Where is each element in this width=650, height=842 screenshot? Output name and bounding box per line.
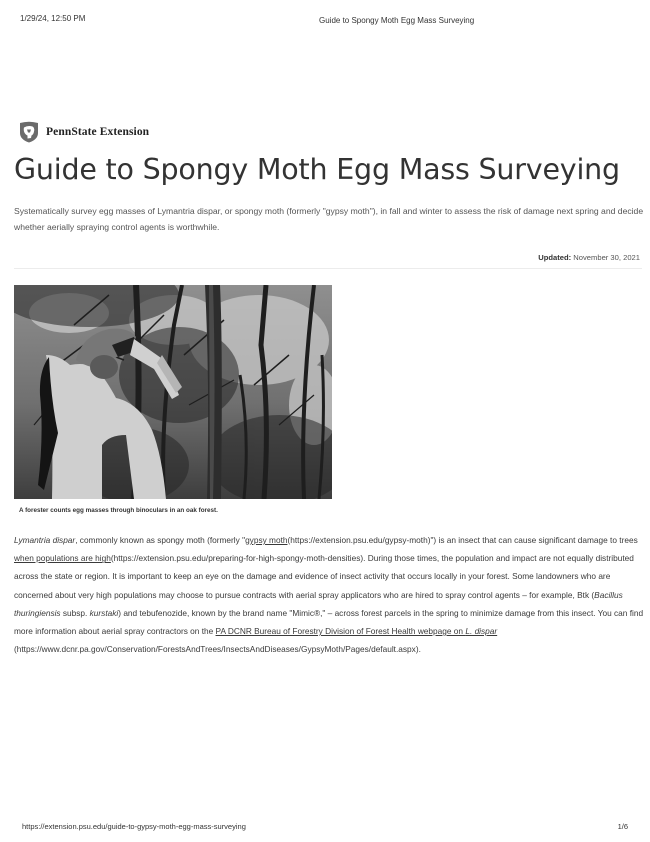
forester-photo [14,285,332,499]
body-text: ) and tebufenozide, known by the brand name "Mimic®," – across forest parcels in the spring to minimize damage from this insect. You can find more information about aerial spray contractors on the [14,607,644,637]
article-body [14,531,644,658]
print-header [20,14,630,28]
updated-value: November 30, 2021 [573,253,640,262]
image-caption: A forester counts egg masses through binoculars in an oak forest. [19,507,218,514]
print-datetime: 1/29/24, 12:50 PM [20,14,86,23]
article-summary: Systematically survey egg masses of Lymantria dispar, or spongy moth (formerly "gypsy moth"), in fall and winter to assess the risk of damage next spring and decide whether aerially spraying control agents is worthwhile. [14,206,644,232]
print-page-title: Guide to Spongy Moth Egg Mass Surveying [319,16,475,25]
pennstate-extension-logo[interactable] [19,121,149,143]
species-name: Lymantria dispar [14,535,76,545]
updated-date [538,253,640,262]
divider [14,268,642,269]
page-number: 1/6 [617,822,628,831]
print-footer [22,822,628,834]
dcnr-link-text: PA DCNR Bureau of Forestry Division of Forest Health webpage on [215,626,466,637]
updated-label: Updated: [538,253,572,262]
dcnr-forest-health-link[interactable] [216,626,498,636]
l-dispar-name: L. dispar [465,626,498,637]
body-text: , commonly known as spongy moth (formerly " [75,535,246,545]
brand-name: PennState Extension [46,126,150,138]
body-text: subsp. [60,607,90,618]
body-text: (https://extension.psu.edu/gypsy-moth)") is an insect that can cause significant damage to trees [287,535,638,545]
nittany-lion-shield-icon [19,121,39,143]
body-text: (https://extension.psu.edu/preparing-for-high-spongy-moth-densities). During those times, the population and impact are not equally distributed across the state or region. It is important to keep an eye on the damage and evidence of insect activity that occurs locally in your forest. Some landowners who are concerned about very high populations may choose to pursue contracts with aerial spray applicators who are hired to spray control agents – for example, Btk ( [14,553,634,600]
page-title: Guide to Spongy Moth Egg Mass Surveying [14,153,620,186]
populations-high-link[interactable]: when populations are high [14,553,111,564]
kurstaki-name: kurstaki [89,607,119,618]
gypsy-moth-link[interactable]: gypsy moth [245,535,288,545]
print-url: https://extension.psu.edu/guide-to-gypsy-moth-egg-mass-surveying [22,822,246,831]
bacillus-name: Bacillus thuringiensis [14,589,623,618]
dcnr-url-text: (https://www.dcnr.pa.gov/Conservation/ForestsAndTrees/InsectsAndDiseases/GypsyMoth/Pages/default.aspx). [14,644,421,655]
